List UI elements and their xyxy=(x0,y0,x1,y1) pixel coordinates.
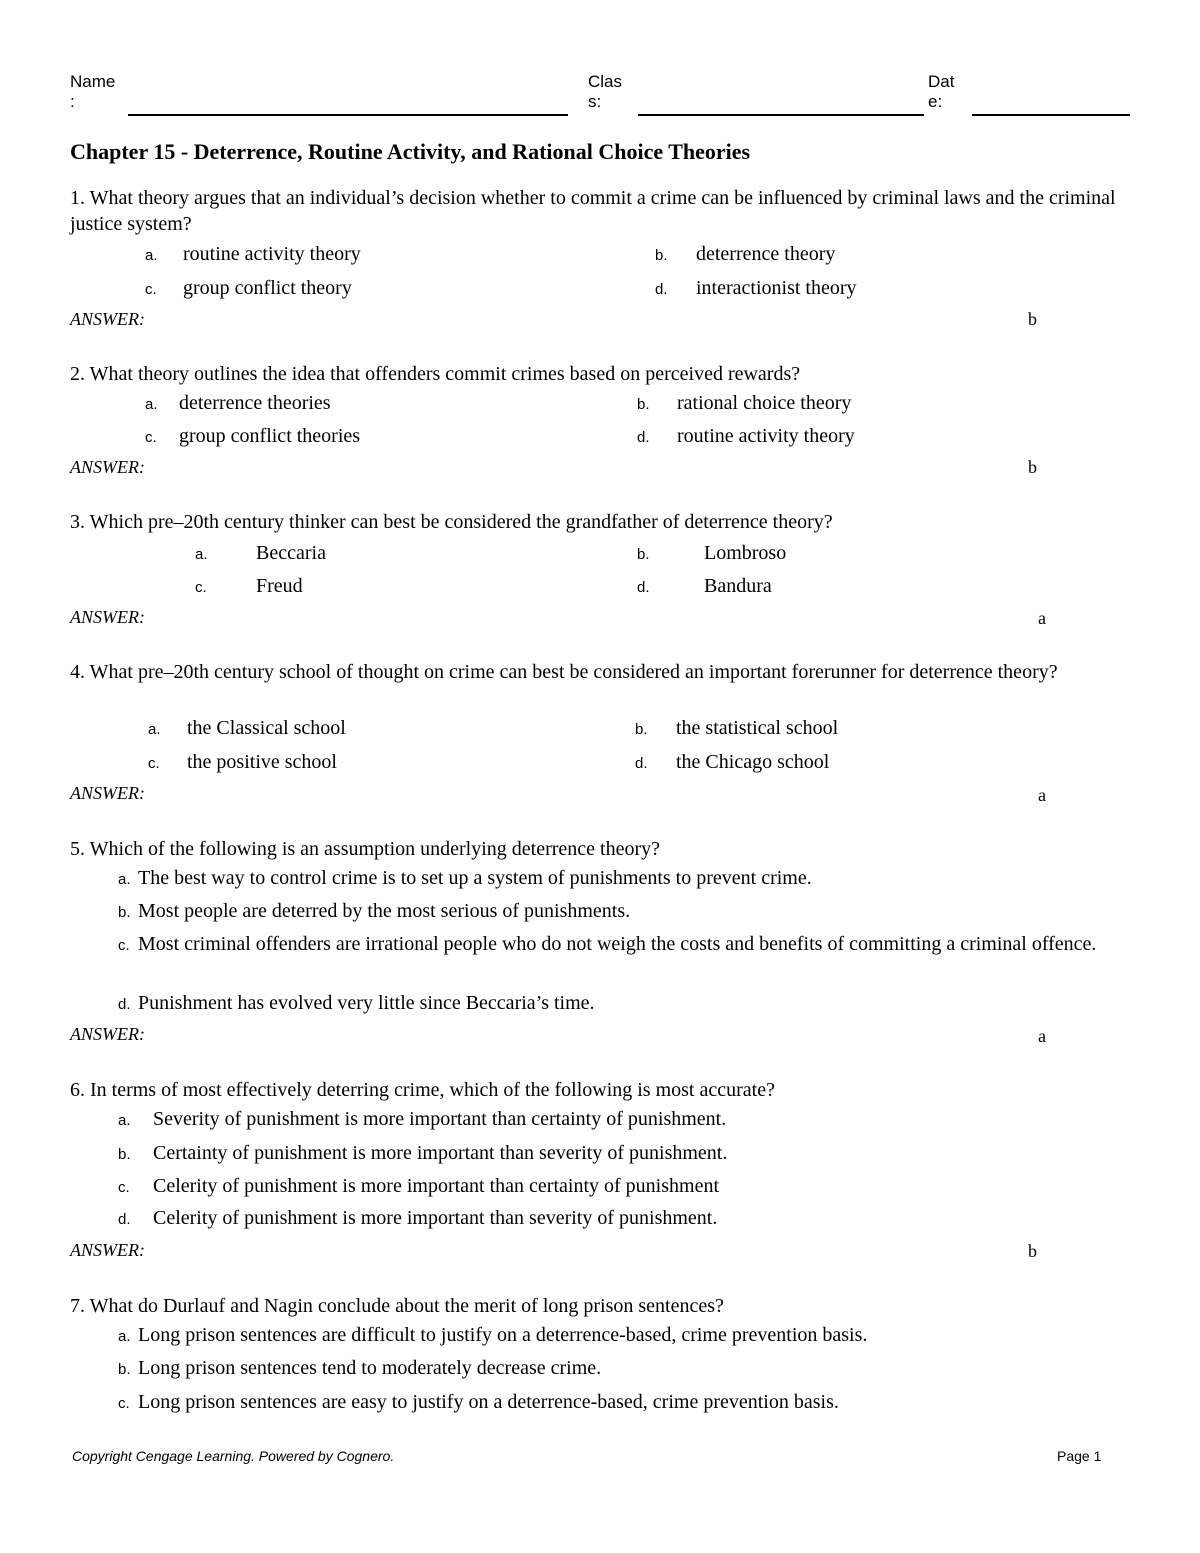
q3-option-a[interactable]: a. Beccaria xyxy=(195,542,326,564)
q5-option-c[interactable]: c. Most criminal offenders are irrational people who do not weigh the costs and benefits of committing a criminal offence. xyxy=(118,933,1097,955)
q7-option-c[interactable]: c. Long prison sentences are easy to justify on a deterrence-based, crime prevention basis. xyxy=(118,1391,839,1413)
q7-option-b[interactable]: b. Long prison sentences tend to moderately decrease crime. xyxy=(118,1357,602,1379)
q4-option-b[interactable]: b. the statistical school xyxy=(635,717,839,739)
q2-answer: b xyxy=(1028,457,1037,477)
q1-option-d[interactable]: d. interactionist theory xyxy=(655,277,857,299)
q3-option-d[interactable]: d. Bandura xyxy=(637,575,772,597)
q6-answer-label: ANSWER: xyxy=(70,1240,145,1260)
question-2: 2. What theory outlines the idea that offenders commit crimes based on perceived rewards? xyxy=(70,363,801,385)
date-label: Dat e: xyxy=(928,72,955,111)
q7-option-a[interactable]: a. Long prison sentences are difficult to justify on a deterrence-based, crime prevention basis. xyxy=(118,1324,868,1346)
q5-option-b[interactable]: b. Most people are deterred by the most serious of punishments. xyxy=(118,900,631,922)
question-3: 3. Which pre–20th century thinker can best be considered the grandfather of deterrence theory? xyxy=(70,511,833,533)
date-field[interactable] xyxy=(972,114,1130,116)
q4-option-a[interactable]: a. the Classical school xyxy=(148,717,346,739)
footer-copyright: Copyright Cengage Learning. Powered by Cognero. xyxy=(72,1448,395,1464)
q2-option-a[interactable]: a. deterrence theories xyxy=(145,392,331,414)
footer-page-number: Page 1 xyxy=(1057,1448,1102,1464)
q4-option-c[interactable]: c. the positive school xyxy=(148,751,337,773)
q6-option-a[interactable]: a. Severity of punishment is more important than certainty of punishment. xyxy=(118,1108,727,1130)
name-field[interactable] xyxy=(128,114,568,116)
q1-answer: b xyxy=(1028,309,1037,329)
class-label: Clas s: xyxy=(588,72,623,111)
q4-answer-label: ANSWER: xyxy=(70,783,145,803)
q2-answer-label: ANSWER: xyxy=(70,457,145,477)
q4-option-d[interactable]: d. the Chicago school xyxy=(635,751,830,773)
chapter-title: Chapter 15 - Deterrence, Routine Activity, and Rational Choice Theories xyxy=(70,139,751,164)
q1-option-a[interactable]: a. routine activity theory xyxy=(145,243,361,265)
q2-option-d[interactable]: d. routine activity theory xyxy=(637,425,855,447)
q5-option-d[interactable]: d. Punishment has evolved very little since Beccaria’s time. xyxy=(118,992,595,1014)
q6-option-b[interactable]: b. Certainty of punishment is more important than severity of punishment. xyxy=(118,1142,728,1164)
name-label: Name : xyxy=(70,72,116,111)
q5-answer-label: ANSWER: xyxy=(70,1024,145,1044)
q6-answer: b xyxy=(1028,1241,1037,1261)
q1-option-b[interactable]: b. deterrence theory xyxy=(655,243,836,265)
q3-option-c[interactable]: c. Freud xyxy=(195,575,303,597)
q3-option-b[interactable]: b. Lombroso xyxy=(637,542,787,564)
class-field[interactable] xyxy=(638,114,924,116)
q5-option-a[interactable]: a. The best way to control crime is to set up a system of punishments to prevent crime. xyxy=(118,867,812,889)
question-7: 7. What do Durlauf and Nagin conclude about the merit of long prison sentences? xyxy=(70,1295,724,1317)
q1-answer-label: ANSWER: xyxy=(70,309,145,329)
q6-option-c[interactable]: c. Celerity of punishment is more important than certainty of punishment xyxy=(118,1175,719,1197)
q5-answer: a xyxy=(1038,1026,1046,1046)
q3-answer-label: ANSWER: xyxy=(70,607,145,627)
q6-option-d[interactable]: d. Celerity of punishment is more important than severity of punishment. xyxy=(118,1207,718,1229)
q2-option-c[interactable]: c. group conflict theories xyxy=(145,425,361,447)
question-4: 4. What pre–20th century school of thought on crime can best be considered an important forerunner for deterrence theory? xyxy=(70,661,1058,683)
q1-option-c[interactable]: c. group conflict theory xyxy=(145,277,352,299)
q2-option-b[interactable]: b. rational choice theory xyxy=(637,392,852,414)
question-5: 5. Which of the following is an assumption underlying deterrence theory? xyxy=(70,838,661,860)
question-6: 6. In terms of most effectively deterring crime, which of the following is most accurate? xyxy=(70,1079,775,1101)
q3-answer: a xyxy=(1038,608,1046,628)
question-1: 1. What theory argues that an individual’s decision whether to commit a crime can be influenced by criminal laws and the criminal justice system? xyxy=(70,187,1116,235)
q4-answer: a xyxy=(1038,785,1046,805)
